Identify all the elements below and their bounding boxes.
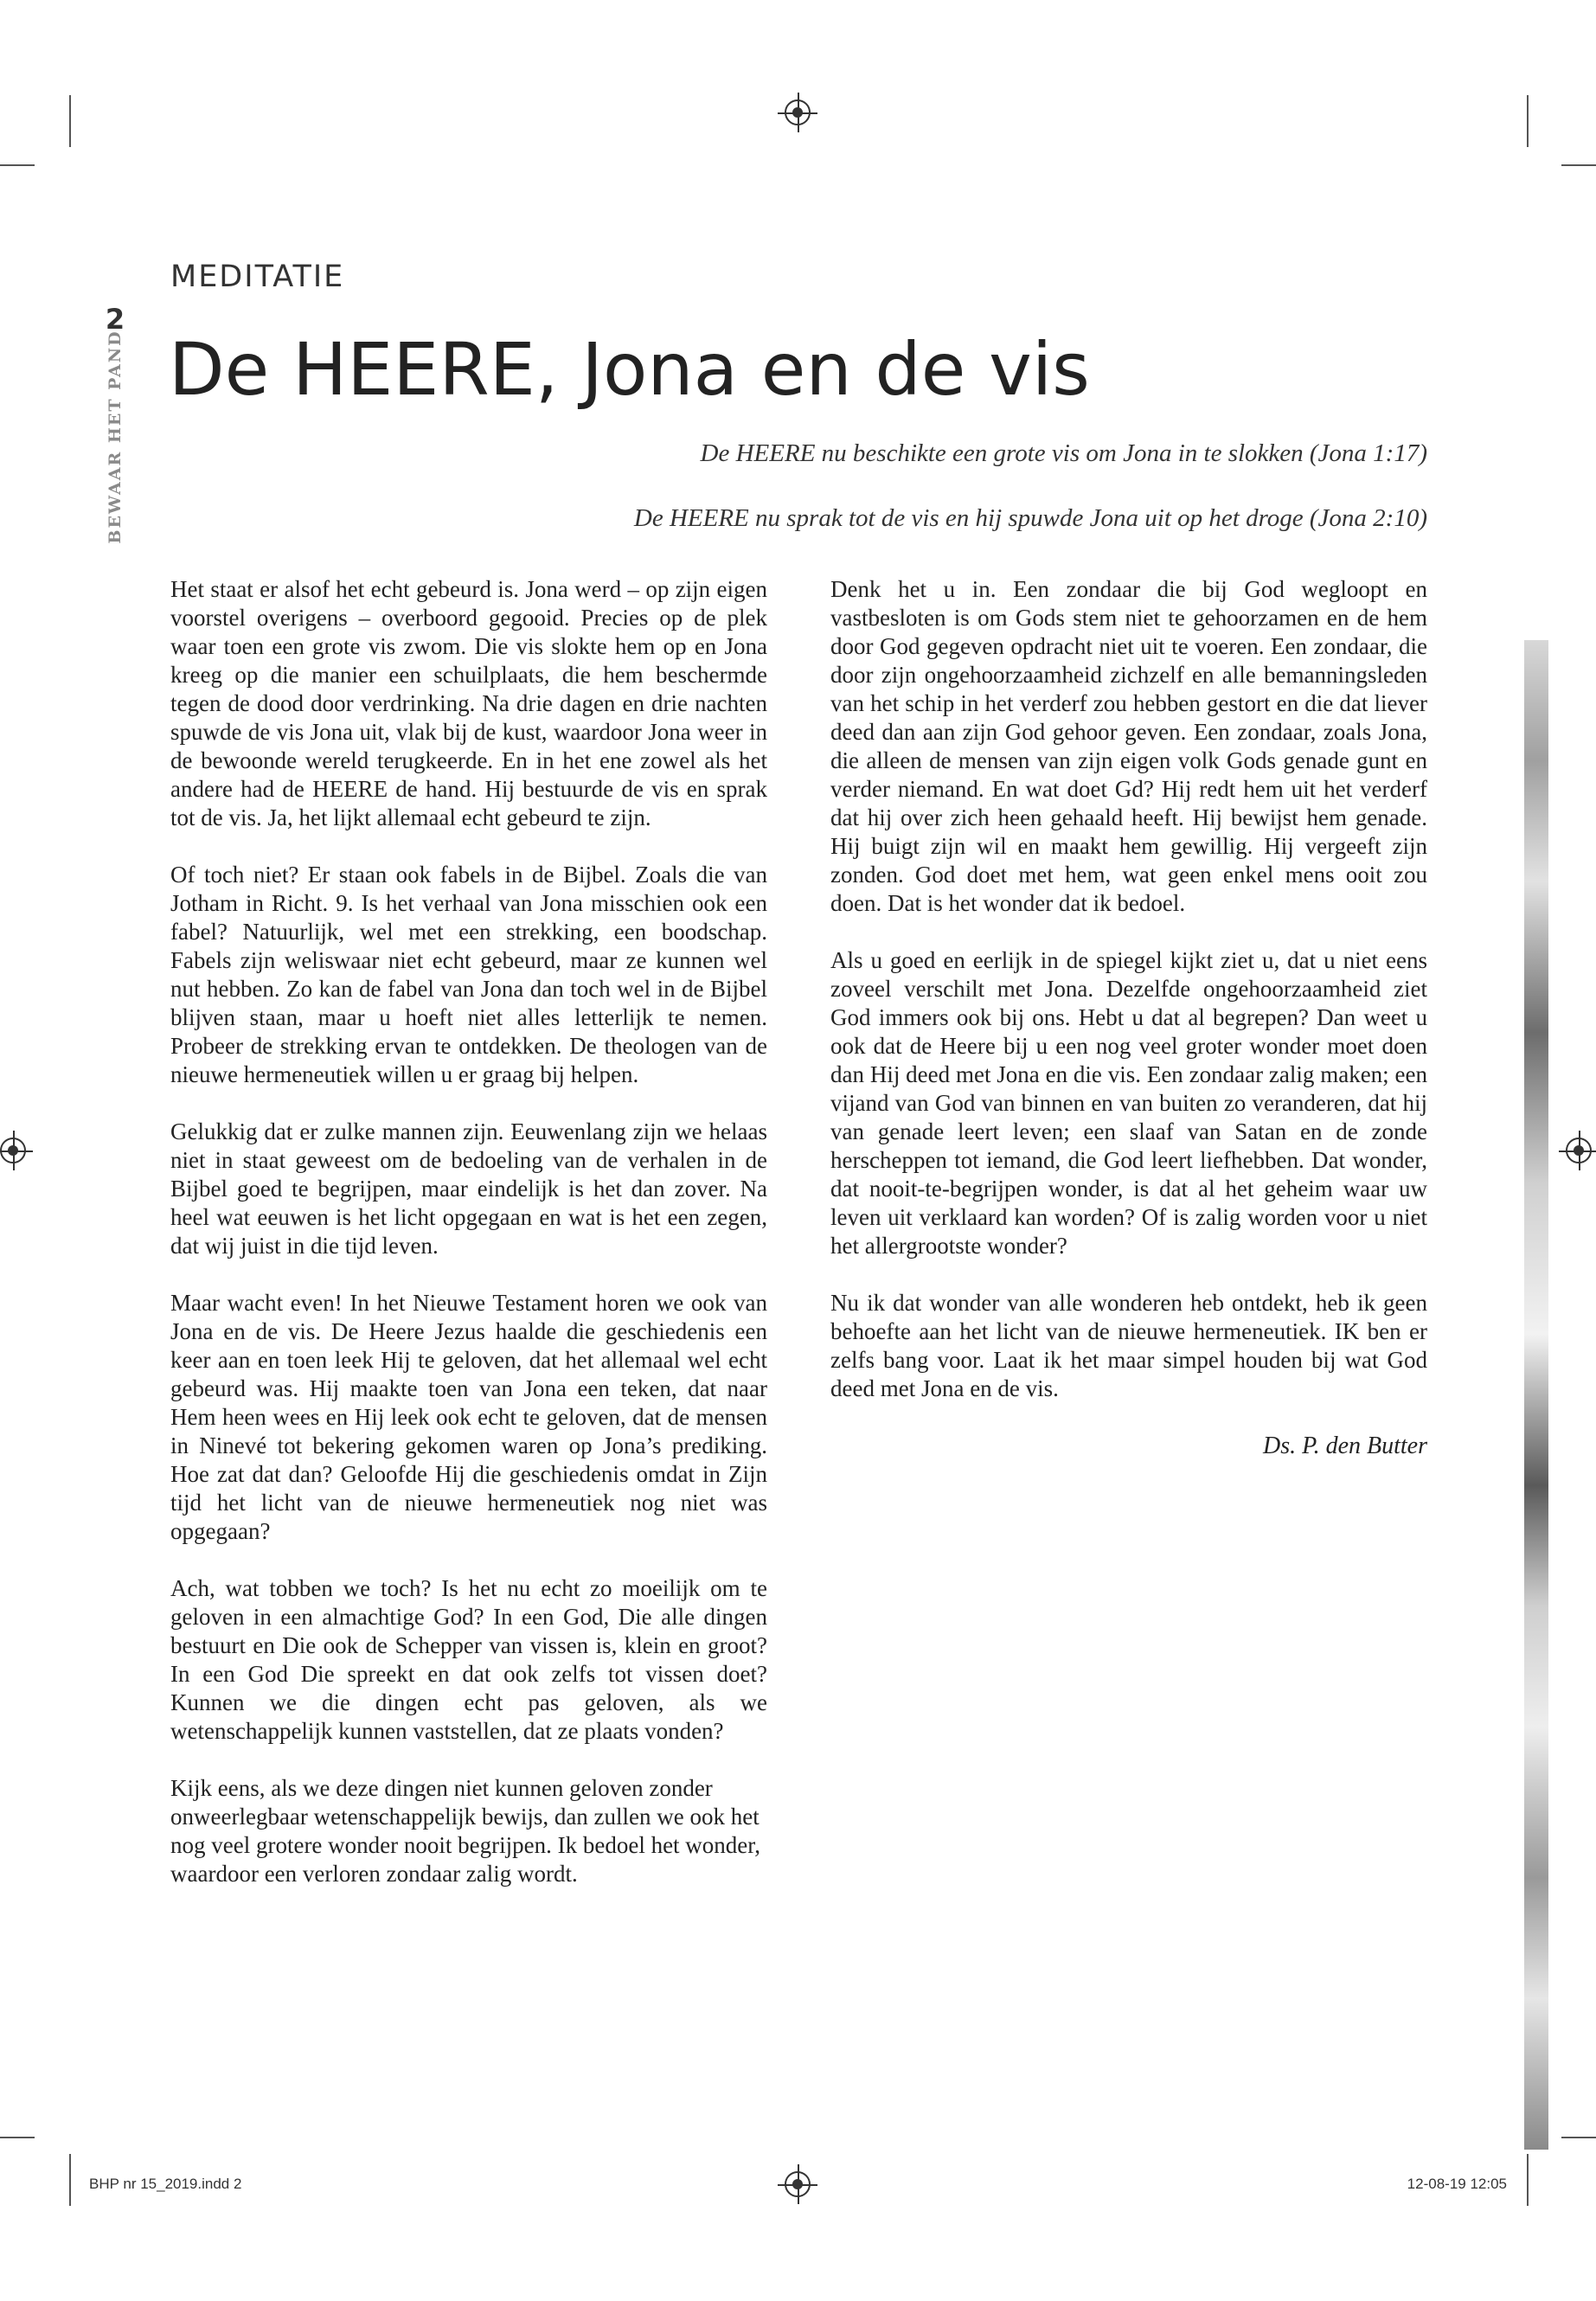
registration-mark-icon <box>785 2171 811 2197</box>
paragraph: Of toch niet? Er staan ook fabels in de Bijbel. Zoals die van Jotham in Richt. 9. Is het verhaal van Jona misschien ook een fabel? Natuurlijk, wel met een strekking, een boodschap. Fabels zijn weliswaar niet echt gebeurd, maar ze kunnen wel nut hebben. Zo kan de fabel van Jona dan toch wel in de Bijbel blijven staan, maar u hoeft niet alles letterlijk te nemen. Probeer de strekking ervan te ontdekken. De theologen van de nieuwe hermeneutiek willen u er graag bij helpen. <box>170 862 767 1087</box>
crop-mark <box>69 95 71 147</box>
crop-mark <box>1561 164 1596 166</box>
registration-mark-icon <box>1566 1138 1592 1163</box>
epigraph-1: De HEERE nu beschikte een grote vis om Jona in te slokken (Jona 1:17) <box>700 439 1427 467</box>
paragraph: Kijk eens, als we deze dingen niet kunnen geloven zonder onweerlegbaar wetenschappelijk bewijs, dan zullen we ook het nog veel grotere wonder nooit begrijpen. Ik bedoel het wonder, waardoor een verloren zondaar zalig wordt. <box>170 1775 760 1887</box>
paragraph: Het staat er alsof het echt gebeurd is. Jona werd – op zijn eigen voorstel overigens – overboord gegooid. Precies op de plek waar toen een grote vis zwom. Die vis slokte hem op en Jona kreeg op die manier een schuilplaats, die hem beschermde tegen de dood door verdrinking. Na drie dagen en drie nachten spuwde de vis Jona uit, vlak bij de kust, waardoor Jona weer in de bewoonde wereld terugkeerde. En in het ene zowel als het andere had de HEERE de hand. Hij bestuurde de vis en sprak tot de vis. Ja, het lijkt allemaal echt gebeurd te zijn. <box>170 576 767 830</box>
magazine-name-vertical: BEWAAR HET PAND <box>106 330 125 544</box>
author-signature: Ds. P. den Butter <box>1262 1433 1427 1459</box>
paragraph: Als u goed en eerlijk in de spiegel kijkt ziet u, dat u niet eens zoveel verschilt met Jona. Dezelfde ongehoorzaamheid ziet God immers ook bij ons. Hebt u dat al begrepen? Dan weet u ook dat de Heere bij u een nog veel groter wonder moet doen dan Hij deed met Jona en die vis. Een zondaar zalig maken; een vijand van God van binnen en van buiten zo veranderen, dat hij van genade leert leven; een slaaf van Satan en de zonde herscheppen tot iemand, die God leert liefhebben. Dat wonder, dat nooit-te-begrijpen wonder, is dat al het geheim waar uw leven uit verklaard kan worden? Of is zalig worden voor u niet het allergrootste wonder? <box>830 947 1427 1259</box>
paragraph: Maar wacht even! In het Nieuwe Testament horen we ook van Jona en de vis. De Heere Jezus haalde die geschiedenis een keer aan en toen leek Hij te geloven, dat het allemaal wel echt gebeurd was. Hij maakte toen van Jona een teken, dat naar Hem heen wees en Hij leek ook echt te geloven, dat de mensen in Ninevé tot bekering gekomen waren op Jona’s prediking. Hoe zat dat dan? Geloofde Hij die geschiedenis omdat in Zijn tijd het licht van de nieuwe hermeneutiek nog niet was opgegaan? <box>170 1290 767 1544</box>
registration-mark-icon <box>0 1138 26 1163</box>
crop-mark <box>0 2137 35 2138</box>
crop-mark <box>1561 2137 1596 2138</box>
epigraph-2: De HEERE nu sprak tot de vis en hij spuwde Jona uit op het droge (Jona 2:10) <box>633 504 1427 532</box>
print-slug-file: BHP nr 15_2019.indd 2 <box>89 2176 242 2192</box>
decorative-photo-strip <box>1524 640 1548 2150</box>
section-label: MEDITATIE <box>170 260 345 294</box>
print-slug-timestamp: 12-08-19 12:05 <box>1407 2176 1507 2192</box>
crop-mark <box>69 2154 71 2206</box>
page-number: 2 <box>105 303 125 336</box>
page-title: De HEERE, Jona en de vis <box>169 327 1090 412</box>
article-column-right <box>830 575 1427 1460</box>
paragraph: Denk het u in. Een zondaar die bij God wegloopt en vastbesloten is om Gods stem niet te gehoorzamen en de hem door God gegeven opdracht niet uit te voeren. Een zondaar, die door zijn ongehoorzaamheid zichzelf en alle bemanningsleden van het schip in het verderf zou hebben gestort en die dat liever deed dan aan zijn God gehoor geven. Een zondaar, zoals Jona, die alleen de mensen van zijn eigen volk Gods genade gunt en verder niemand. En wat doet Gd? Hij redt hem uit het verderf dat hij over zich heen gehaald heeft. Hij bewijst hem genade. Hij buigt zijn wil en maakt hem gewillig. Hij vergeeft zijn zonden. God doet met hem, wat geen enkel mens ooit zou doen. Dat is het wonder dat ik bedoel. <box>830 576 1427 916</box>
paragraph: Ach, wat tobben we toch? Is het nu echt zo moeilijk om te geloven in een almachtige God? In een God, Die alle dingen bestuurt en Die ook de Schepper van vissen is, klein en groot? In een God Die spreekt en dat ook zelfs tot vissen doet? Kunnen we die dingen echt pas geloven, als we wetenschappelijk kunnen vaststellen, dat ze plaats vonden? <box>170 1575 767 1744</box>
crop-mark <box>0 164 35 166</box>
crop-mark <box>1527 95 1529 147</box>
article-column-left <box>170 575 767 1917</box>
paragraph: Gelukkig dat er zulke mannen zijn. Eeuwenlang zijn we helaas niet in staat geweest om de bedoeling van de verhalen in de Bijbel goed te begrijpen, maar eindelijk is het dan zover. Na heel wat eeuwen is het licht opgegaan en wat is het een zegen, dat wij juist in die tijd leven. <box>170 1118 767 1259</box>
crop-mark <box>1527 2154 1529 2206</box>
registration-mark-icon <box>785 99 811 125</box>
paragraph: Nu ik dat wonder van alle wonderen heb ontdekt, heb ik geen behoefte aan het licht van de nieuwe hermeneutiek. IK ben er zelfs bang voor. Laat ik het maar simpel houden bij wat God deed met Jona en de vis. <box>830 1290 1427 1401</box>
